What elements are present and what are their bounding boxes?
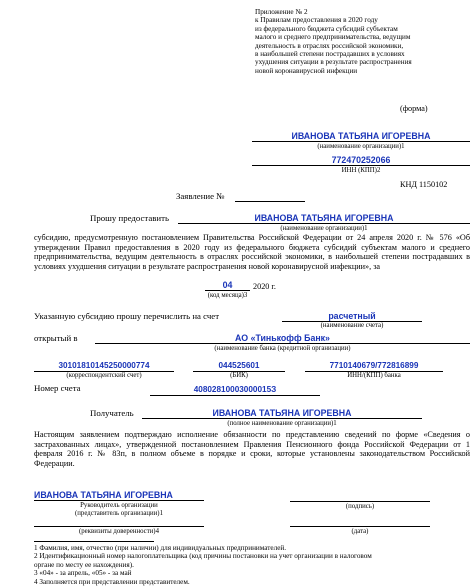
appendix-block — [255, 8, 470, 75]
application-title: Заявление № — [176, 191, 225, 201]
head-name: ИВАНОВА ТАТЬЯНА ИГОРЕВНА — [34, 490, 204, 501]
signature-line — [290, 501, 430, 502]
opened-label: открытый в — [34, 333, 78, 343]
account-type: расчетный — [282, 311, 422, 322]
appendix-line: новой коронавирусной инфекции — [255, 66, 358, 75]
application-body: субсидию, предусмотренную постановлением Правительства Российской Федерации от 24 апреля 2020 г. № 576 «Об утверждении Правил предоставления в 2020 году из федерального бюджета субсидий субъектам малого и среднего предпринимательства, ведущим деятельность в отраслях российской экономики, в наибольшей степени пострадавших в условиях ухудшения ситуации в результате распространения новой коронавирусной инфекции», за — [34, 233, 470, 271]
appendix-line: Приложение № 2 — [255, 8, 308, 16]
appendix-line: деятельность в отраслях российской экономики, — [255, 41, 404, 50]
month-caption: (код месяца)3 — [207, 292, 248, 299]
request-org-caption: (наименование организации)1 — [280, 225, 368, 232]
request-label: Прошу предоставить — [90, 213, 169, 223]
account-number: 40802810003000015З — [150, 385, 320, 396]
corr-account: 30101810145250000774 — [34, 361, 174, 372]
footnote-separator — [34, 541, 154, 542]
appendix-line: в наибольшей степени пострадавших в условиях — [255, 50, 405, 59]
confirmation-text: Настоящим заявлением подтверждаю исполнение обязанности по представлению сведений по форме «Сведения о застрахованных лицах», утвержденной постановлением Правления Пенсионного фонда Российской Федерации от 1 февраля 2016 г. № 83п, в полном объеме в порядке и сроки, которые установлены законодательством Российской Федерации. — [34, 430, 470, 468]
footnote: 4 Заполняется при представлении представителем. — [34, 577, 190, 586]
appendix-line: малого и среднего предпринимательства, ведущим — [255, 33, 411, 42]
footnote: 2 Идентификационный номер налогоплательщика (код причины постановки на учет организации в налоговом — [34, 552, 372, 561]
header-org-name: ИВАНОВА ТАТЬЯНА ИГОРЕВНА — [252, 131, 470, 142]
month-code: 04 — [205, 280, 250, 291]
footnote: 3 «04» - за апрель, «05» - за май — [34, 569, 132, 578]
head-caption-2: (представитель организации)1 — [75, 510, 163, 517]
footnote: 1 Фамилия, имя, отчество (при наличии) для индивидуальных предпринимателей. — [34, 544, 287, 552]
request-org-name: ИВАНОВА ТАТЬЯНА ИГОРЕВНА — [178, 213, 470, 224]
account-number-label: Номер счета — [34, 383, 81, 393]
transfer-label: Указанную субсидию прошу перечислить на счет — [34, 311, 220, 321]
bank-inn-kpp: 7710140679/772816899 — [305, 361, 443, 372]
footnote: органе по месту ее нахождения). — [34, 560, 134, 569]
footnotes — [34, 544, 470, 586]
bank-name: АО «Тинькофф Банк» — [95, 333, 470, 344]
recipient-name: ИВАНОВА ТАТЬЯНА ИГОРЕВНА — [142, 408, 422, 419]
account-type-caption: (наименование счета) — [320, 322, 384, 329]
signature-caption: (подпись) — [345, 503, 375, 510]
head-caption-1: Руководитель организации — [80, 502, 158, 509]
date-line — [290, 526, 430, 527]
appendix-line: из федерального бюджета субсидий субъектам — [255, 24, 398, 33]
header-org-caption: (наименование организации)1 — [317, 143, 405, 150]
bank-inn-kpp-caption: ИНН/(КПП) банка — [347, 372, 401, 379]
date-caption: (дата) — [351, 528, 369, 535]
recipient-caption: (полное наименование организации)1 — [227, 420, 337, 427]
appendix-line: к Правилам предоставления в 2020 году — [255, 16, 378, 25]
year-suffix: 2020 г. — [253, 282, 276, 291]
application-number-line — [235, 201, 305, 202]
knd-code: КНД 1150102 — [400, 180, 448, 189]
proxy-caption: (реквизиты доверенности)4 — [79, 528, 159, 535]
bank-caption: (наименование банка (кредитной организации) — [214, 345, 351, 352]
header-inn: 772470252066 — [252, 155, 470, 166]
bik-caption: (БИК) — [230, 372, 248, 379]
header-inn-caption: ИНН (КПП)2 — [341, 167, 381, 174]
appendix-line: ухудшения ситуации в результате распространения — [255, 58, 412, 67]
recipient-label: Получатель — [90, 408, 134, 418]
proxy-line — [34, 526, 204, 527]
corr-caption: (корреспондентский счет) — [66, 372, 142, 379]
bik: 044525601 — [193, 361, 285, 372]
form-label: (форма) — [400, 104, 428, 113]
